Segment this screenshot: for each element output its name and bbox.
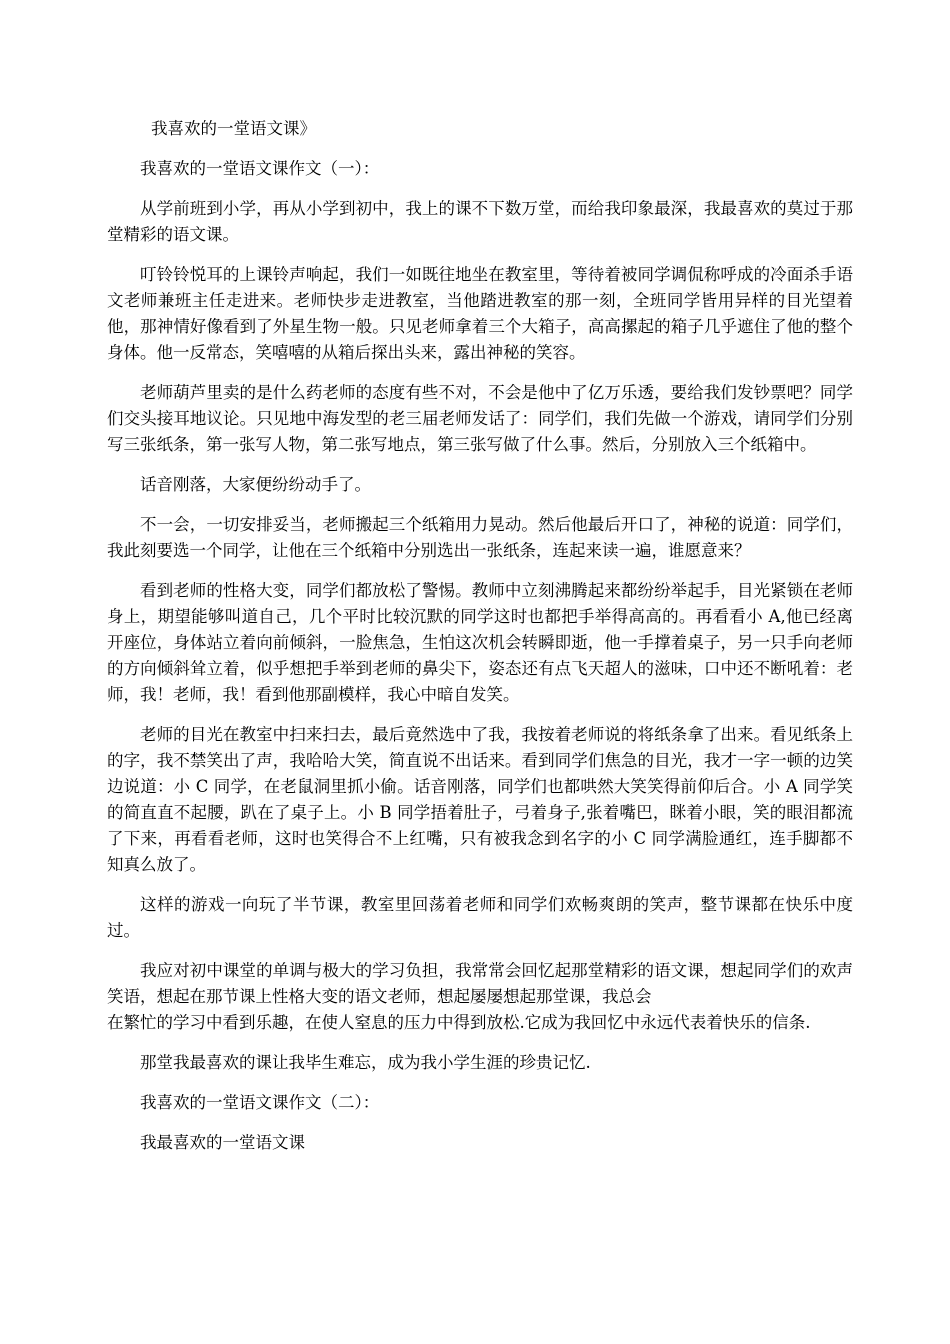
- paragraph-9-continued: 在繁忙的学习中看到乐趣，在使人窒息的压力中得到放松.它成为我回忆中永远代表着快乐的信条.: [107, 1013, 811, 1032]
- essay-subtitle: 我最喜欢的一堂语文课: [140, 1133, 305, 1152]
- paragraph-10: 那堂我最喜欢的课让我毕生难忘，成为我小学生涯的珍贵记忆.: [140, 1053, 591, 1072]
- paragraph-2: 叮铃铃悦耳的上课铃声响起，我们一如既往地坐在教室里，等待着被同学调侃称呼成的冷面杀手语文老师兼班主任走进来。老师快步走进教室，当他踏进教室的那一刻，全班同学皆用异样的目光望着他，那神情好像看到了外星生物一般。只见老师拿着三个大箱子，高高摞起的箱子几乎遮住了他的整个身体。他一反常态，笑嘻嘻的从箱后探出头来，露出神秘的笑容。: [107, 265, 853, 362]
- document-title: 我喜欢的一堂语文课》: [151, 119, 316, 138]
- paragraph-9: 我应对初中课堂的单调与极大的学习负担，我常常会回忆起那堂精彩的语文课，想起同学们的欢声笑语，想起在那节课上性格大变的语文老师，想起屡屡想起那堂课，我总会: [107, 961, 853, 1006]
- paragraph-8: 这样的游戏一向玩了半节课，教室里回荡着老师和同学们欢畅爽朗的笑声，整节课都在快乐中度过。: [107, 895, 853, 940]
- paragraph-4: 话音刚落，大家便纷纷动手了。: [140, 475, 371, 494]
- paragraph-1: 从学前班到小学，再从小学到初中，我上的课不下数万堂，而给我印象最深，我最喜欢的莫过于那堂精彩的语文课。: [107, 199, 853, 244]
- paragraph-5: 不一会，一切安排妥当，老师搬起三个纸箱用力晃动。然后他最后开口了，神秘的说道：同学们，我此刻要选一个同学，让他在三个纸箱中分别选出一张纸条，连起来读一遍，谁愿意来？: [107, 515, 853, 560]
- document-body: [107, 116, 853, 1156]
- paragraph-6: 看到老师的性格大变，同学们都放松了警惕。教师中立刻沸腾起来都纷纷举起手，目光紧锁在老师身上，期望能够叫道自己，几个平时比较沉默的同学这时也都把手举得高高的。再看看小 A,他已经离开座位，身体站立着向前倾斜，一脸焦急，生怕这次机会转瞬即逝，他一手撑着桌子，另一只手向老师的方向倾斜耸立着，似乎想把手举到老师的鼻尖下，姿态还有点飞天超人的滋味，口中还不断吼着：老师，我！老师，我！看到他那副模样，我心中暗自发笑。: [107, 581, 853, 704]
- essay-heading-1: 我喜欢的一堂语文课作文（一）：: [140, 159, 380, 178]
- essay-heading-2: 我喜欢的一堂语文课作文（二）：: [140, 1093, 380, 1112]
- paragraph-3: 老师葫芦里卖的是什么药老师的态度有些不对，不会是他中了亿万乐透，要给我们发钞票吧？同学们交头接耳地议论。只见地中海发型的老三届老师发话了：同学们，我们先做一个游戏，请同学们分别写三张纸条，第一张写人物，第二张写地点，第三张写做了什么事。然后，分别放入三个纸箱中。: [107, 383, 853, 454]
- paragraph-7: 老师的目光在教室中扫来扫去，最后竟然选中了我，我按着老师说的将纸条拿了出来。看见纸条上的字，我不禁笑出了声，我哈哈大笑，简直说不出话来。看到同学们焦急的目光，我才一字一顿的边笑边说道：小 C 同学，在老鼠洞里抓小偷。话音刚落，同学们也都哄然大笑笑得前仰后合。小 A 同学笑的简直直不起腰，趴在了桌子上。小 B 同学捂着肚子，弓着身子,张着嘴巴，眯着小眼，笑的眼泪都流了下来，再看看老师，这时也笑得合不上红嘴，只有被我念到名字的小 C 同学满脸通红，连手脚都不知真么放了。: [107, 725, 853, 874]
